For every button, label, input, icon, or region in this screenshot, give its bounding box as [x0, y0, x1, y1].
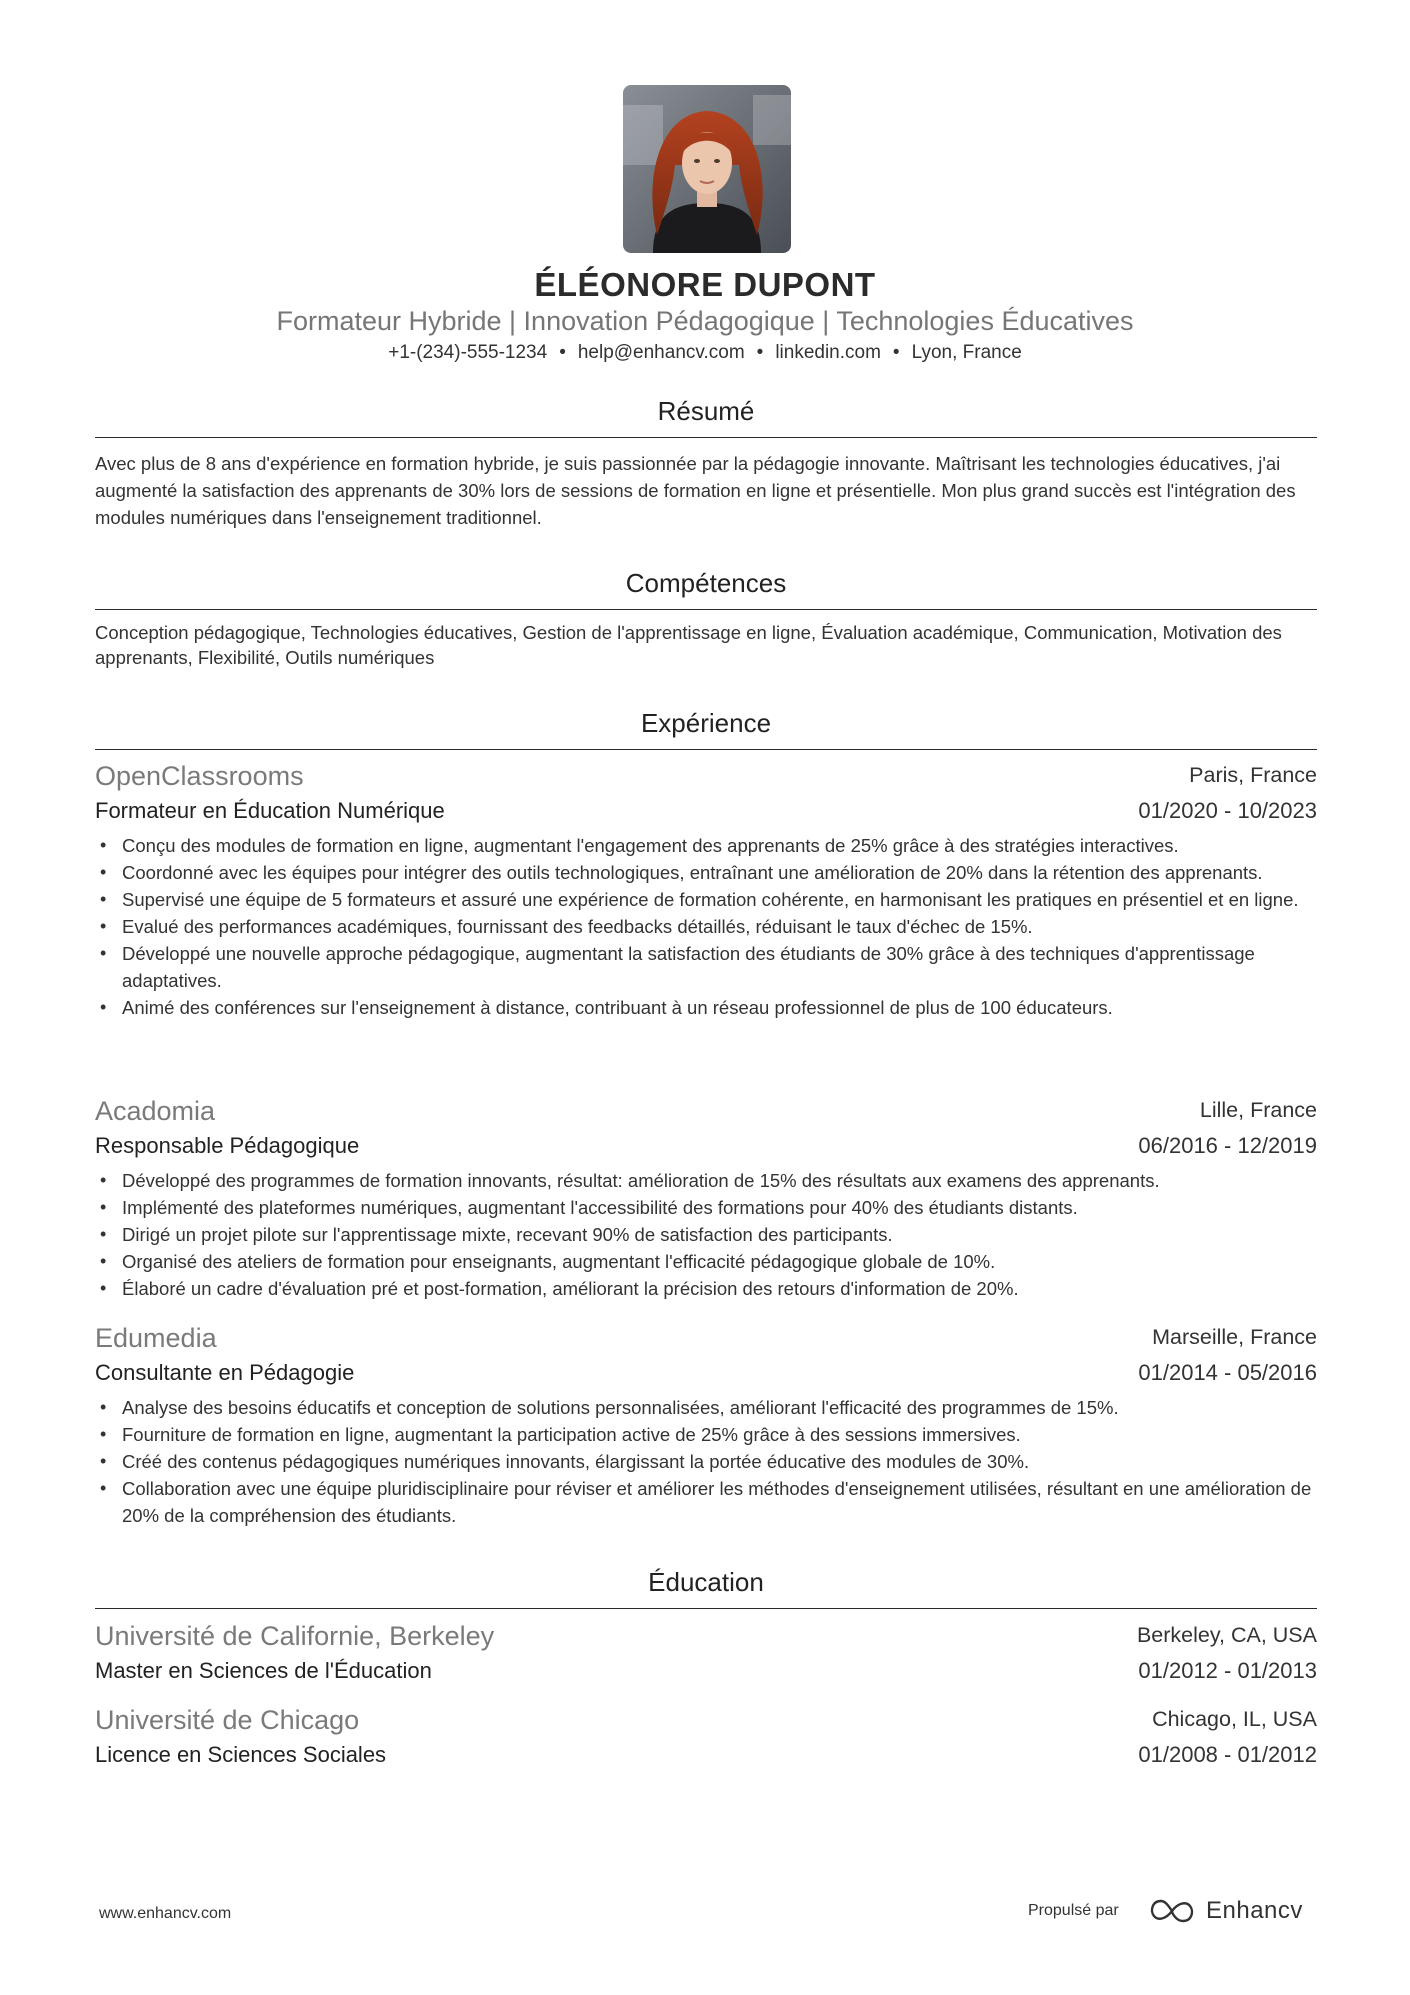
skills-text: Conception pédagogique, Technologies éducatives, Gestion de l'apprentissage en ligne, Évaluation académique, Communication, Motivation des apprenants, Flexibilité, Outils numériques — [95, 622, 1282, 668]
enhancv-logo[interactable] — [1148, 1893, 1308, 1933]
list-item: • Dirigé un projet pilote sur l'apprentissage mixte, recevant 90% de satisfaction des participants. — [95, 1221, 1317, 1248]
list-item: • Conçu des modules de formation en ligne, augmentant l'engagement des apprenants de 25% grâce à des stratégies interactives. — [95, 832, 1317, 859]
education-dates: 01/2012 - 01/2013 — [1138, 1658, 1317, 1683]
phone-text: +1-(234)-555-1234 — [388, 342, 548, 363]
skills-section-title: Compétences — [95, 568, 1317, 610]
job-bullets — [95, 1167, 1317, 1302]
education-degree: Licence en Sciences Sociales — [95, 1742, 387, 1767]
portrait-illustration — [623, 85, 791, 253]
separator-dot: • — [756, 342, 764, 363]
education-location: Chicago, IL, USA — [1152, 1707, 1317, 1731]
separator-dot: • — [892, 342, 900, 363]
job-location: Paris, France — [1189, 763, 1317, 787]
list-item: • Analyse des besoins éducatifs et conception de solutions personnalisées, améliorant l'efficacité des programmes de 15%. — [95, 1394, 1317, 1421]
list-item: • Élaboré un cadre d'évaluation pré et post-formation, améliorant la précision des retours d'information de 20%. — [95, 1275, 1317, 1302]
job-role: Consultante en Pédagogie — [95, 1360, 355, 1385]
job-company: Acadomia — [95, 1096, 216, 1126]
candidate-name: ÉLÉONORE DUPONT — [534, 266, 876, 303]
list-item: • Supervisé une équipe de 5 formateurs et assuré une expérience de formation cohérente, en harmonisant les pratiques en présentiel et en ligne. — [95, 886, 1317, 913]
list-item: • Organisé des ateliers de formation pour enseignants, augmentant l'efficacité pédagogique globale de 10%. — [95, 1248, 1317, 1275]
education-location: Berkeley, CA, USA — [1136, 1623, 1317, 1647]
job-location: Marseille, France — [1152, 1325, 1317, 1349]
list-item: • Fourniture de formation en ligne, augmentant la participation active de 25% grâce à des sessions immersives. — [95, 1421, 1317, 1448]
summary-section-title: Résumé — [95, 396, 1317, 438]
education-section-title: Éducation — [95, 1567, 1317, 1609]
footer-powered-by: Propulsé par — [1028, 1902, 1119, 1919]
job-company: OpenClassrooms — [95, 761, 304, 791]
job-dates: 01/2020 - 10/2023 — [1138, 798, 1317, 823]
enhancv-brand-text: Enhancv — [1206, 1897, 1303, 1924]
job-bullets — [95, 1394, 1317, 1529]
job-role: Formateur en Éducation Numérique — [95, 798, 445, 823]
list-item: • Coordonné avec les équipes pour intégrer des outils technologiques, entraînant une amélioration de 20% dans la rétention des apprenants. — [95, 859, 1317, 886]
list-item: • Collaboration avec une équipe pluridisciplinaire pour réviser et améliorer les méthodes d'enseignement utilisées, résultant en une amélioration de 20% de la compréhension des étudiants. — [95, 1475, 1317, 1529]
education-school: Université de Chicago — [95, 1705, 360, 1735]
enhancv-logo-icon — [1148, 1897, 1196, 1925]
job-dates: 01/2014 - 05/2016 — [1138, 1360, 1317, 1385]
location-text: Lyon, France — [911, 342, 1022, 363]
job-role: Responsable Pédagogique — [95, 1133, 360, 1158]
separator-dot: • — [559, 342, 566, 363]
list-item: • Evalué des performances académiques, fournissant des feedbacks détaillés, réduisant le taux d'échec de 15%. — [95, 913, 1317, 940]
contact-line — [0, 342, 1410, 364]
footer-website-link[interactable]: www.enhancv.com — [99, 1905, 232, 1922]
job-company: Edumedia — [95, 1323, 217, 1353]
education-dates: 01/2008 - 01/2012 — [1138, 1742, 1317, 1767]
profile-photo — [623, 85, 791, 253]
list-item: • Implémenté des plateformes numériques, augmentant l'accessibilité des formations pour 40% des étudiants distants. — [95, 1194, 1317, 1221]
email-link[interactable]: help@enhancv.com — [577, 342, 745, 363]
list-item: • Développé des programmes de formation innovants, résultat: amélioration de 15% des résultats aux examens des apprenants. — [95, 1167, 1317, 1194]
job-bullets — [95, 832, 1317, 1021]
list-item: • Créé des contenus pédagogiques numériques innovants, élargissant la portée éducative des modules de 30%. — [95, 1448, 1317, 1475]
candidate-headline: Formateur Hybride | Innovation Pédagogique | Technologies Éducatives — [276, 306, 1134, 336]
education-degree: Master en Sciences de l'Éducation — [95, 1658, 432, 1683]
list-item: • Développé une nouvelle approche pédagogique, augmentant la satisfaction des étudiants de 30% grâce à des techniques d'apprentissage adaptatives. — [95, 940, 1317, 994]
list-item: • Animé des conférences sur l'enseignement à distance, contribuant à un réseau professionnel de plus de 100 éducateurs. — [95, 994, 1317, 1021]
experience-section-title: Expérience — [95, 708, 1317, 750]
summary-text: Avec plus de 8 ans d'expérience en formation hybride, je suis passionnée par la pédagogie innovante. Maîtrisant les technologies éducatives, j'ai augmenté la satisfaction des apprenants de 30% lors de sessions de formation en ligne et présentielle. Mon plus grand succès est l'intégration des modules numériques dans l'enseignement traditionnel. — [95, 453, 1296, 528]
education-school: Université de Californie, Berkeley — [95, 1621, 495, 1651]
job-location: Lille, France — [1199, 1098, 1317, 1122]
job-dates: 06/2016 - 12/2019 — [1138, 1133, 1317, 1158]
linkedin-link[interactable]: linkedin.com — [775, 342, 881, 363]
